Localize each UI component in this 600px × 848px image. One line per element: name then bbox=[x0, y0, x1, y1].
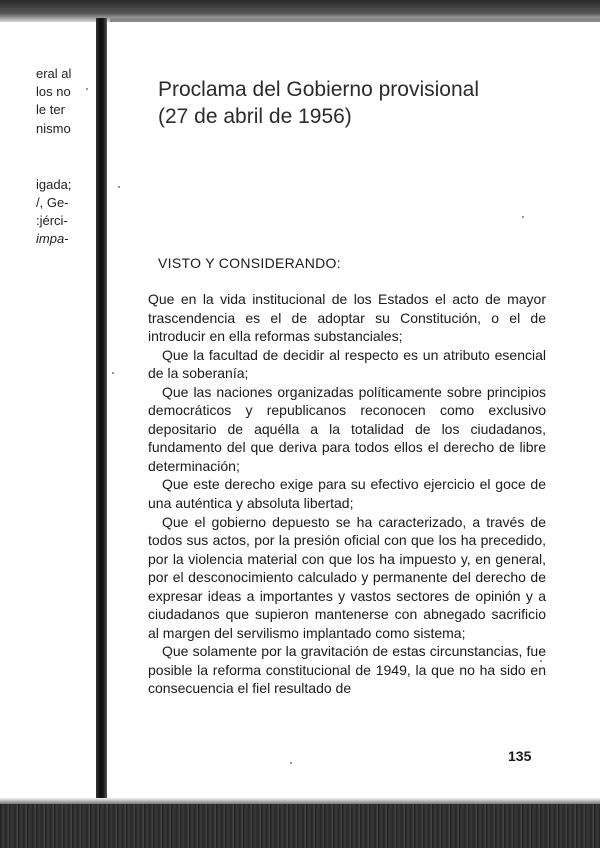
fragment-line: :jérci- bbox=[36, 213, 68, 228]
previous-page-margin bbox=[0, 0, 96, 804]
body-text bbox=[148, 290, 546, 698]
fragment-line: le ter bbox=[36, 102, 65, 117]
book-spine-shadow bbox=[96, 18, 107, 808]
fragment-line: eral al bbox=[36, 66, 72, 81]
fragment-line: impa- bbox=[36, 231, 69, 246]
paragraph: Que el gobierno depuesto se ha caracterizado, a través de todos sus actos, por la presión oficial con que los ha precedido, por la violencia material con que los ha impuesto y, en general, por el desconocimiento calculado y permanente del derecho de expresar ideas a importantes y vastos sectores de opinión y a ciudadanos que supieron mantenerse con abnegado sacrificio al margen del servilismo implantado como sistema; bbox=[148, 513, 546, 641]
paragraph: Que las naciones organizadas políticamente sobre principios democráticos y republicanos reconocen como exclusivo depositario de aquélla a la totalidad de los ciudadanos, fundamento del que deriva para todos ellos el derecho de libre determinación; bbox=[148, 383, 546, 474]
scan-shadow-bottom bbox=[0, 804, 600, 848]
fragment-line: los no bbox=[36, 84, 71, 99]
paragraph: Que en la vida institucional de los Estados el acto de mayor trascendencia es el de adoptar su Constitución, o el de introducir en ella reformas substanciales; bbox=[148, 291, 546, 345]
scan-speck bbox=[112, 372, 114, 374]
page-top-edge bbox=[110, 18, 600, 22]
paragraph: Que solamente por la gravitación de estas circunstancias, fue posible la reforma constitucional de 1949, la que no ha sido en consecuencia el fiel resultado de bbox=[148, 643, 546, 697]
title-line-2: (27 de abril de 1956) bbox=[158, 105, 352, 129]
page-title bbox=[158, 76, 558, 130]
paragraph: Que este derecho exige para su efectivo ejercicio el goce de una auténtica y absoluta libertad; bbox=[148, 476, 546, 512]
scan-speck bbox=[540, 660, 542, 662]
fragment-line: nismo bbox=[36, 121, 71, 136]
section-heading: VISTO Y CONSIDERANDO: bbox=[158, 255, 341, 271]
scan-speck bbox=[118, 186, 120, 188]
title-line-1: Proclama del Gobierno provisional bbox=[158, 78, 479, 102]
scan-speck bbox=[522, 216, 524, 218]
fragment-line: igada; bbox=[36, 177, 72, 192]
page-number: 135 bbox=[508, 748, 532, 764]
paragraph: Que la facultad de decidir al respecto es un atributo esencial de la soberanía; bbox=[148, 346, 546, 382]
scan-speck bbox=[290, 762, 292, 764]
fragment-line: /, Ge- bbox=[36, 195, 69, 210]
scan-speck bbox=[86, 88, 88, 90]
